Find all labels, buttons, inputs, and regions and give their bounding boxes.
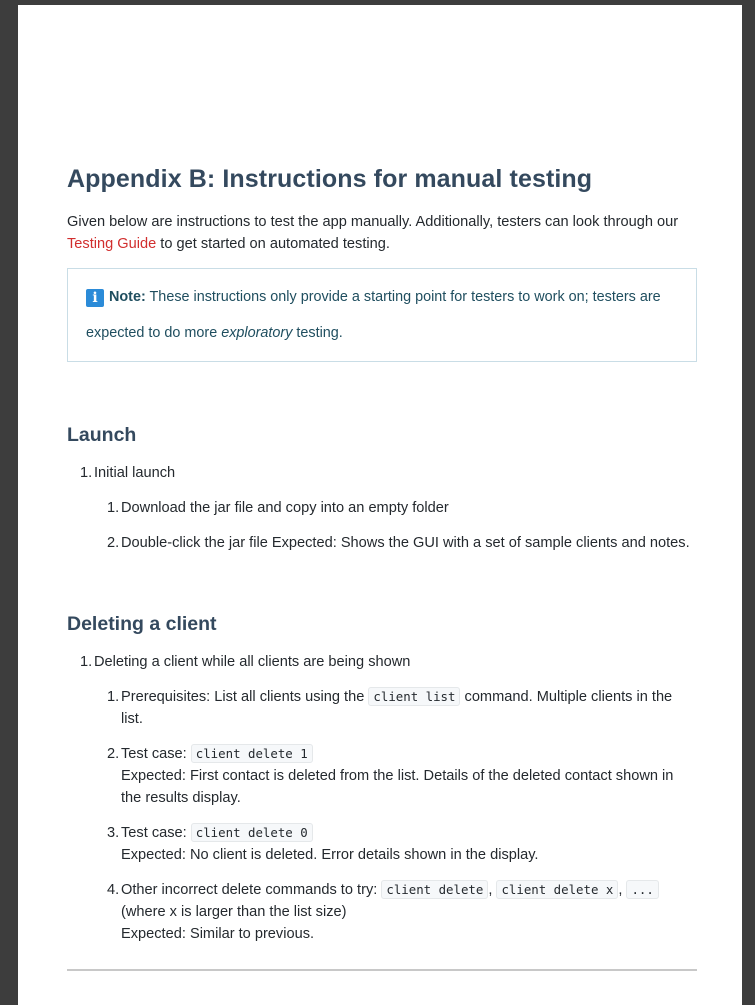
document-content [67, 159, 697, 945]
separator: , [618, 882, 627, 898]
list-item [94, 743, 697, 809]
list-number: 1. [107, 689, 120, 705]
code-snippet: ... [626, 880, 658, 899]
page-title: Appendix B: Instructions for manual testing [67, 165, 593, 193]
horizontal-rule [67, 969, 697, 971]
list-number: 1. [107, 500, 120, 516]
list-number: 2. [107, 746, 120, 762]
deleting-list [67, 651, 697, 945]
list-number: 2. [107, 535, 120, 551]
list-item-label: Deleting a client while all clients are being shown [94, 654, 411, 670]
code-snippet: client delete 1 [191, 744, 313, 763]
list-item [94, 822, 697, 866]
code-snippet: client list [368, 687, 460, 706]
list-item [94, 686, 697, 730]
list-item-label: Initial launch [94, 465, 176, 481]
launch-list [67, 462, 697, 554]
list-item [67, 462, 697, 554]
list-item [94, 879, 697, 945]
step-text: Other incorrect delete commands to try: [121, 882, 382, 898]
scrollbar[interactable] [742, 5, 755, 1001]
note-text-after: testing. [292, 325, 343, 341]
intro-paragraph [67, 211, 697, 255]
step-text: Prerequisites: List all clients using the [121, 689, 369, 705]
code-snippet: client delete 0 [191, 823, 313, 842]
section-title-launch: Launch [67, 424, 137, 446]
section-title-deleting: Deleting a client [67, 613, 217, 635]
deleting-steps [94, 686, 697, 945]
list-number: 1. [80, 465, 93, 481]
expected-text: Expected: First contact is deleted from the list. Details of the deleted contact shown in the results display. [121, 768, 674, 806]
expected-text: Expected: Similar to previous. [121, 926, 315, 942]
list-item [94, 497, 697, 519]
step-text: command. Multiple clients in the list. [121, 689, 673, 727]
step-text: Download the jar file and copy into an empty folder [121, 500, 449, 516]
note-text-before: These instructions only provide a starting point for testers to work on; testers are expected to do more [86, 289, 661, 341]
list-number: 1. [80, 654, 93, 670]
step-text: Double-click the jar file Expected: Shows the GUI with a set of sample clients and notes. [121, 535, 690, 551]
list-item [94, 532, 697, 554]
code-snippet: client delete x [496, 880, 618, 899]
info-icon: i [86, 289, 104, 307]
section-spacer [67, 554, 697, 607]
testing-guide-link[interactable]: Testing Guide [67, 236, 157, 252]
intro-text-before: Given below are instructions to test the app manually. Additionally, testers can look through our [67, 214, 679, 230]
list-item [67, 651, 697, 945]
note-box [67, 268, 697, 362]
step-text: Test case: [121, 825, 191, 841]
list-number: 4. [107, 882, 120, 898]
note-label: Note: [109, 289, 146, 305]
step-text: (where x is larger than the list size) [121, 904, 347, 920]
launch-steps [94, 497, 697, 554]
document-page [18, 5, 742, 1005]
list-number: 3. [107, 825, 120, 841]
intro-text-after: to get started on automated testing. [156, 236, 390, 252]
separator: , [488, 882, 497, 898]
step-text: Test case: [121, 746, 191, 762]
expected-text: Expected: No client is deleted. Error details shown in the display. [121, 847, 539, 863]
note-emphasis: exploratory [221, 325, 293, 341]
code-snippet: client delete [381, 880, 488, 899]
